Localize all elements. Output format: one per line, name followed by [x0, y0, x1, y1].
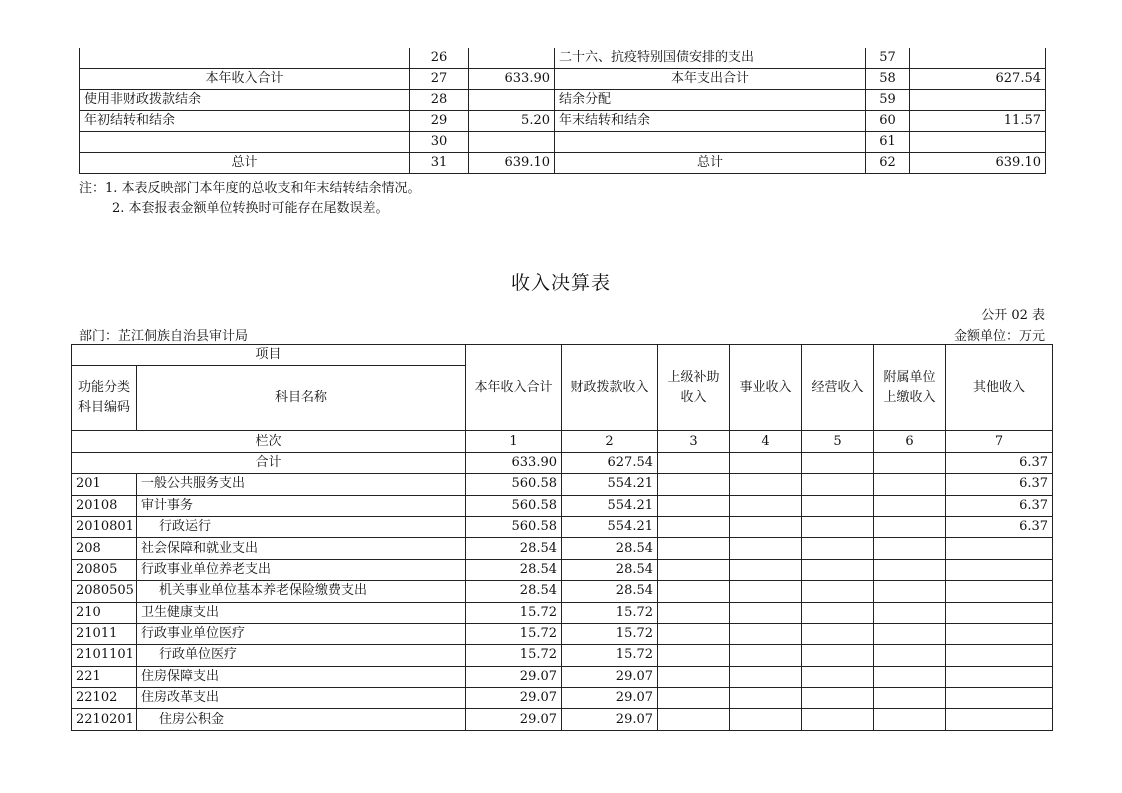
table-code: 公开 02 表 — [981, 308, 1045, 323]
header-item: 项目 — [72, 345, 466, 366]
row-superior — [658, 516, 730, 537]
right-no: 59 — [866, 90, 910, 111]
left-no: 31 — [410, 153, 469, 174]
total-superior — [658, 452, 730, 473]
row-superior — [658, 623, 730, 644]
row-code: 2210201 — [72, 709, 137, 730]
total-other: 6.37 — [946, 452, 1053, 473]
row-total: 560.58 — [466, 516, 562, 537]
row-fiscal: 15.72 — [562, 602, 658, 623]
left-amount: 5.20 — [469, 111, 555, 132]
header-operating: 经营收入 — [802, 345, 874, 431]
right-label: 结余分配 — [555, 90, 866, 111]
page-title: 收入决算表 — [510, 272, 611, 294]
row-operating — [802, 516, 874, 537]
table-row — [72, 581, 1053, 602]
row-operating — [802, 581, 874, 602]
row-code: 208 — [72, 538, 137, 559]
total-fiscal: 627.54 — [562, 452, 658, 473]
column-number-row — [72, 431, 1053, 452]
row-other: 6.37 — [946, 495, 1053, 516]
row-business — [730, 581, 802, 602]
row-other — [946, 666, 1053, 687]
row-subsidiary — [874, 538, 946, 559]
row-total: 560.58 — [466, 495, 562, 516]
row-subsidiary — [874, 495, 946, 516]
row-subsidiary — [874, 688, 946, 709]
row-code: 22102 — [72, 688, 137, 709]
row-business — [730, 474, 802, 495]
row-code: 20108 — [72, 495, 137, 516]
right-label: 本年支出合计 — [555, 69, 866, 90]
row-business — [730, 602, 802, 623]
row-name: 审计事务 — [137, 495, 466, 516]
row-other — [946, 602, 1053, 623]
row-fiscal: 29.07 — [562, 666, 658, 687]
row-fiscal: 15.72 — [562, 645, 658, 666]
table-row — [72, 623, 1053, 644]
row-name: 一般公共服务支出 — [137, 474, 466, 495]
row-fiscal: 554.21 — [562, 474, 658, 495]
row-name: 机关事业单位基本养老保险缴费支出 — [137, 581, 466, 602]
left-label: 总计 — [80, 153, 410, 174]
right-no: 60 — [866, 111, 910, 132]
left-no: 28 — [410, 90, 469, 111]
table-row — [72, 495, 1053, 516]
right-no: 61 — [866, 132, 910, 153]
right-amount: 627.54 — [910, 69, 1046, 90]
row-subsidiary — [874, 474, 946, 495]
table-row — [80, 69, 1046, 90]
row-superior — [658, 581, 730, 602]
table-row — [80, 90, 1046, 111]
row-subsidiary — [874, 516, 946, 537]
row-name: 住房改革支出 — [137, 688, 466, 709]
header-superior: 上级补助收入 — [658, 345, 730, 431]
row-fiscal: 15.72 — [562, 623, 658, 644]
row-superior — [658, 666, 730, 687]
left-label: 年初结转和结余 — [80, 111, 410, 132]
col-no-4: 4 — [730, 431, 802, 452]
left-amount: 639.10 — [469, 153, 555, 174]
header-other: 其他收入 — [946, 345, 1053, 431]
row-code: 201 — [72, 474, 137, 495]
right-label: 二十六、抗疫特别国债安排的支出 — [555, 48, 866, 69]
col-no-7: 7 — [946, 431, 1053, 452]
left-amount: 633.90 — [469, 69, 555, 90]
row-fiscal: 554.21 — [562, 495, 658, 516]
row-fiscal: 29.07 — [562, 709, 658, 730]
header-total-income: 本年收入合计 — [466, 345, 562, 431]
row-superior — [658, 688, 730, 709]
row-fiscal: 28.54 — [562, 581, 658, 602]
right-no: 62 — [866, 153, 910, 174]
row-operating — [802, 666, 874, 687]
unit-label: 金额单位：万元 — [953, 329, 1045, 344]
row-total: 29.07 — [466, 666, 562, 687]
row-subsidiary — [874, 559, 946, 580]
row-operating — [802, 623, 874, 644]
right-amount: 11.57 — [910, 111, 1046, 132]
left-label — [80, 48, 410, 69]
row-superior — [658, 474, 730, 495]
row-name: 社会保障和就业支出 — [137, 538, 466, 559]
right-amount: 639.10 — [910, 153, 1046, 174]
row-operating — [802, 602, 874, 623]
row-business — [730, 645, 802, 666]
total-label: 合计 — [72, 452, 466, 473]
row-code: 2101101 — [72, 645, 137, 666]
left-no: 29 — [410, 111, 469, 132]
row-operating — [802, 688, 874, 709]
row-subsidiary — [874, 666, 946, 687]
right-amount — [910, 90, 1046, 111]
row-other — [946, 623, 1053, 644]
right-amount — [910, 48, 1046, 69]
header-func-code: 功能分类科目编码 — [72, 366, 137, 431]
table-row — [80, 153, 1046, 174]
row-superior — [658, 645, 730, 666]
row-code: 221 — [72, 666, 137, 687]
row-operating — [802, 709, 874, 730]
col-no-1: 1 — [466, 431, 562, 452]
row-business — [730, 538, 802, 559]
row-operating — [802, 559, 874, 580]
row-name: 行政运行 — [137, 516, 466, 537]
header-subject-name: 科目名称 — [137, 366, 466, 431]
row-fiscal: 29.07 — [562, 688, 658, 709]
row-code: 20805 — [72, 559, 137, 580]
row-subsidiary — [874, 709, 946, 730]
row-operating — [802, 474, 874, 495]
row-other — [946, 538, 1053, 559]
row-name: 行政单位医疗 — [137, 645, 466, 666]
col-no-3: 3 — [658, 431, 730, 452]
row-total: 28.54 — [466, 581, 562, 602]
row-fiscal: 28.54 — [562, 538, 658, 559]
balance-summary-table — [79, 48, 1046, 174]
table-row — [72, 709, 1053, 730]
table-row — [72, 516, 1053, 537]
row-other — [946, 709, 1053, 730]
right-no: 57 — [866, 48, 910, 69]
col-no-2: 2 — [562, 431, 658, 452]
income-final-accounts-table — [71, 344, 1053, 731]
header-business: 事业收入 — [730, 345, 802, 431]
header-fiscal: 财政拨款收入 — [562, 345, 658, 431]
left-amount — [469, 132, 555, 153]
left-label: 本年收入合计 — [80, 69, 410, 90]
row-other: 6.37 — [946, 474, 1053, 495]
table-row — [72, 538, 1053, 559]
department-label: 部门：芷江侗族自治县审计局 — [79, 329, 249, 344]
row-name: 行政事业单位医疗 — [137, 623, 466, 644]
table-row — [80, 48, 1046, 69]
row-subsidiary — [874, 581, 946, 602]
left-label — [80, 132, 410, 153]
left-no: 26 — [410, 48, 469, 69]
row-superior — [658, 559, 730, 580]
table-row — [72, 645, 1053, 666]
left-amount — [469, 48, 555, 69]
row-superior — [658, 495, 730, 516]
left-no: 30 — [410, 132, 469, 153]
row-business — [730, 709, 802, 730]
row-subsidiary — [874, 602, 946, 623]
table-row — [72, 602, 1053, 623]
total-row — [72, 452, 1053, 473]
right-label: 总计 — [555, 153, 866, 174]
row-total: 560.58 — [466, 474, 562, 495]
row-business — [730, 495, 802, 516]
row-name: 卫生健康支出 — [137, 602, 466, 623]
col-no-6: 6 — [874, 431, 946, 452]
header-row — [72, 345, 1053, 366]
row-code: 21011 — [72, 623, 137, 644]
table-row — [80, 132, 1046, 153]
row-total: 29.07 — [466, 709, 562, 730]
table-row — [80, 111, 1046, 132]
note-2: 2. 本套报表金额单位转换时可能存在尾数误差。 — [112, 201, 389, 216]
right-label: 年末结转和结余 — [555, 111, 866, 132]
row-total: 15.72 — [466, 645, 562, 666]
table-row — [72, 688, 1053, 709]
row-other: 6.37 — [946, 516, 1053, 537]
row-other — [946, 645, 1053, 666]
row-fiscal: 28.54 — [562, 559, 658, 580]
row-other — [946, 581, 1053, 602]
row-total: 28.54 — [466, 559, 562, 580]
row-subsidiary — [874, 645, 946, 666]
table-row — [72, 474, 1053, 495]
table-row — [72, 559, 1053, 580]
left-label: 使用非财政拨款结余 — [80, 90, 410, 111]
table-row — [72, 666, 1053, 687]
row-code: 210 — [72, 602, 137, 623]
row-business — [730, 559, 802, 580]
total-business — [730, 452, 802, 473]
row-superior — [658, 709, 730, 730]
row-total: 15.72 — [466, 602, 562, 623]
row-name: 行政事业单位养老支出 — [137, 559, 466, 580]
total-income: 633.90 — [466, 452, 562, 473]
header-subsidiary: 附属单位上缴收入 — [874, 345, 946, 431]
left-amount — [469, 90, 555, 111]
row-business — [730, 666, 802, 687]
row-name: 住房公积金 — [137, 709, 466, 730]
column-label: 栏次 — [72, 431, 466, 452]
left-no: 27 — [410, 69, 469, 90]
row-superior — [658, 538, 730, 559]
row-operating — [802, 645, 874, 666]
row-total: 29.07 — [466, 688, 562, 709]
right-no: 58 — [866, 69, 910, 90]
row-business — [730, 516, 802, 537]
right-amount — [910, 132, 1046, 153]
total-operating — [802, 452, 874, 473]
row-other — [946, 688, 1053, 709]
right-label — [555, 132, 866, 153]
row-total: 15.72 — [466, 623, 562, 644]
row-operating — [802, 538, 874, 559]
row-other — [946, 559, 1053, 580]
note-1: 注：1. 本表反映部门本年度的总收支和年末结转结余情况。 — [79, 181, 421, 196]
row-name: 住房保障支出 — [137, 666, 466, 687]
row-code: 2080505 — [72, 581, 137, 602]
row-business — [730, 623, 802, 644]
row-code: 2010801 — [72, 516, 137, 537]
row-superior — [658, 602, 730, 623]
total-subsidiary — [874, 452, 946, 473]
row-operating — [802, 495, 874, 516]
col-no-5: 5 — [802, 431, 874, 452]
row-business — [730, 688, 802, 709]
row-total: 28.54 — [466, 538, 562, 559]
row-fiscal: 554.21 — [562, 516, 658, 537]
row-subsidiary — [874, 623, 946, 644]
